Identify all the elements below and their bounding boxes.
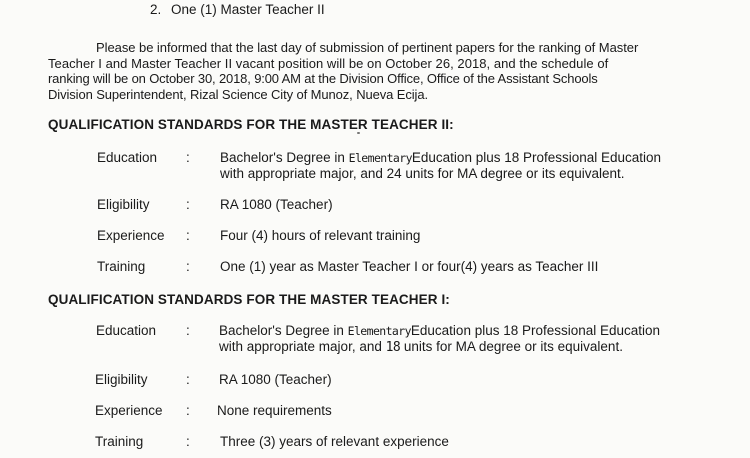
row-value <box>220 150 661 166</box>
list-item-text: One (1) Master Teacher II <box>171 2 325 17</box>
row-colon: : <box>186 403 190 418</box>
value-text: with appropriate major, and <box>219 339 386 354</box>
row-value: One (1) year as Master Teacher I or four(4) years as Teacher III <box>220 259 599 274</box>
section-heading-master-teacher-ii: QUALIFICATION STANDARDS FOR THE MASTER TEACHER II: <box>48 117 454 132</box>
row-label: Education <box>97 150 158 165</box>
paragraph-line: Teacher I and Master Teacher II vacant position will be on October 26, 2018, and the schedule of <box>48 55 609 71</box>
row-colon: : <box>186 259 190 274</box>
value-text: units for MA degree or its equivalent. <box>400 339 623 354</box>
row-label: Training <box>97 259 146 274</box>
row-value: Three (3) years of relevant experience <box>220 434 449 449</box>
row-value-line2 <box>219 339 623 356</box>
row-label: Eligibility <box>95 372 148 387</box>
typed-insert: 18 <box>385 340 401 355</box>
row-value: Four (4) hours of relevant training <box>220 228 421 243</box>
paragraph-line: ranking will be on October 30, 2018, 9:00 AM at the Division Office, Office of the Assistant Schools <box>48 71 598 86</box>
row-value-line2 <box>220 166 624 182</box>
typed-insert: Elementary <box>348 151 412 165</box>
submission-notice-paragraph <box>48 40 678 102</box>
row-label: Training <box>95 434 144 449</box>
paragraph-line: Division Superintendent, Rizal Science City of Munoz, Nueva Ecija. <box>48 86 428 102</box>
scan-speck <box>357 132 360 134</box>
row-value: RA 1080 (Teacher) <box>220 197 333 212</box>
value-text: Bachelor's Degree in <box>219 323 348 338</box>
row-colon: : <box>186 150 190 165</box>
row-colon: : <box>186 197 190 212</box>
typed-insert: Elementary <box>347 324 411 338</box>
row-label: Eligibility <box>97 197 150 212</box>
row-colon: : <box>186 434 190 449</box>
value-text: Education plus 18 Professional Education <box>410 323 661 338</box>
list-item-number: 2. <box>150 2 162 17</box>
position-list-item <box>150 2 325 17</box>
value-text: with appropriate major, and 24 units for MA degree or its equivalent. <box>220 166 625 181</box>
row-value <box>219 323 660 339</box>
row-label: Education <box>96 323 157 338</box>
row-value: RA 1080 (Teacher) <box>219 372 332 387</box>
value-text: Bachelor's Degree in <box>220 150 349 165</box>
row-value: None requirements <box>217 403 332 418</box>
value-text: Education plus 18 Professional Education <box>411 150 662 165</box>
row-label: Experience <box>97 228 165 243</box>
row-colon: : <box>186 372 190 387</box>
section-heading-master-teacher-i: QUALIFICATION STANDARDS FOR THE MASTER TEACHER I: <box>48 292 450 307</box>
row-label: Experience <box>95 403 163 418</box>
row-colon: : <box>186 228 190 243</box>
paragraph-line: Please be informed that the last day of submission of pertinent papers for the ranking of Master <box>96 40 639 55</box>
row-colon: : <box>186 323 190 338</box>
